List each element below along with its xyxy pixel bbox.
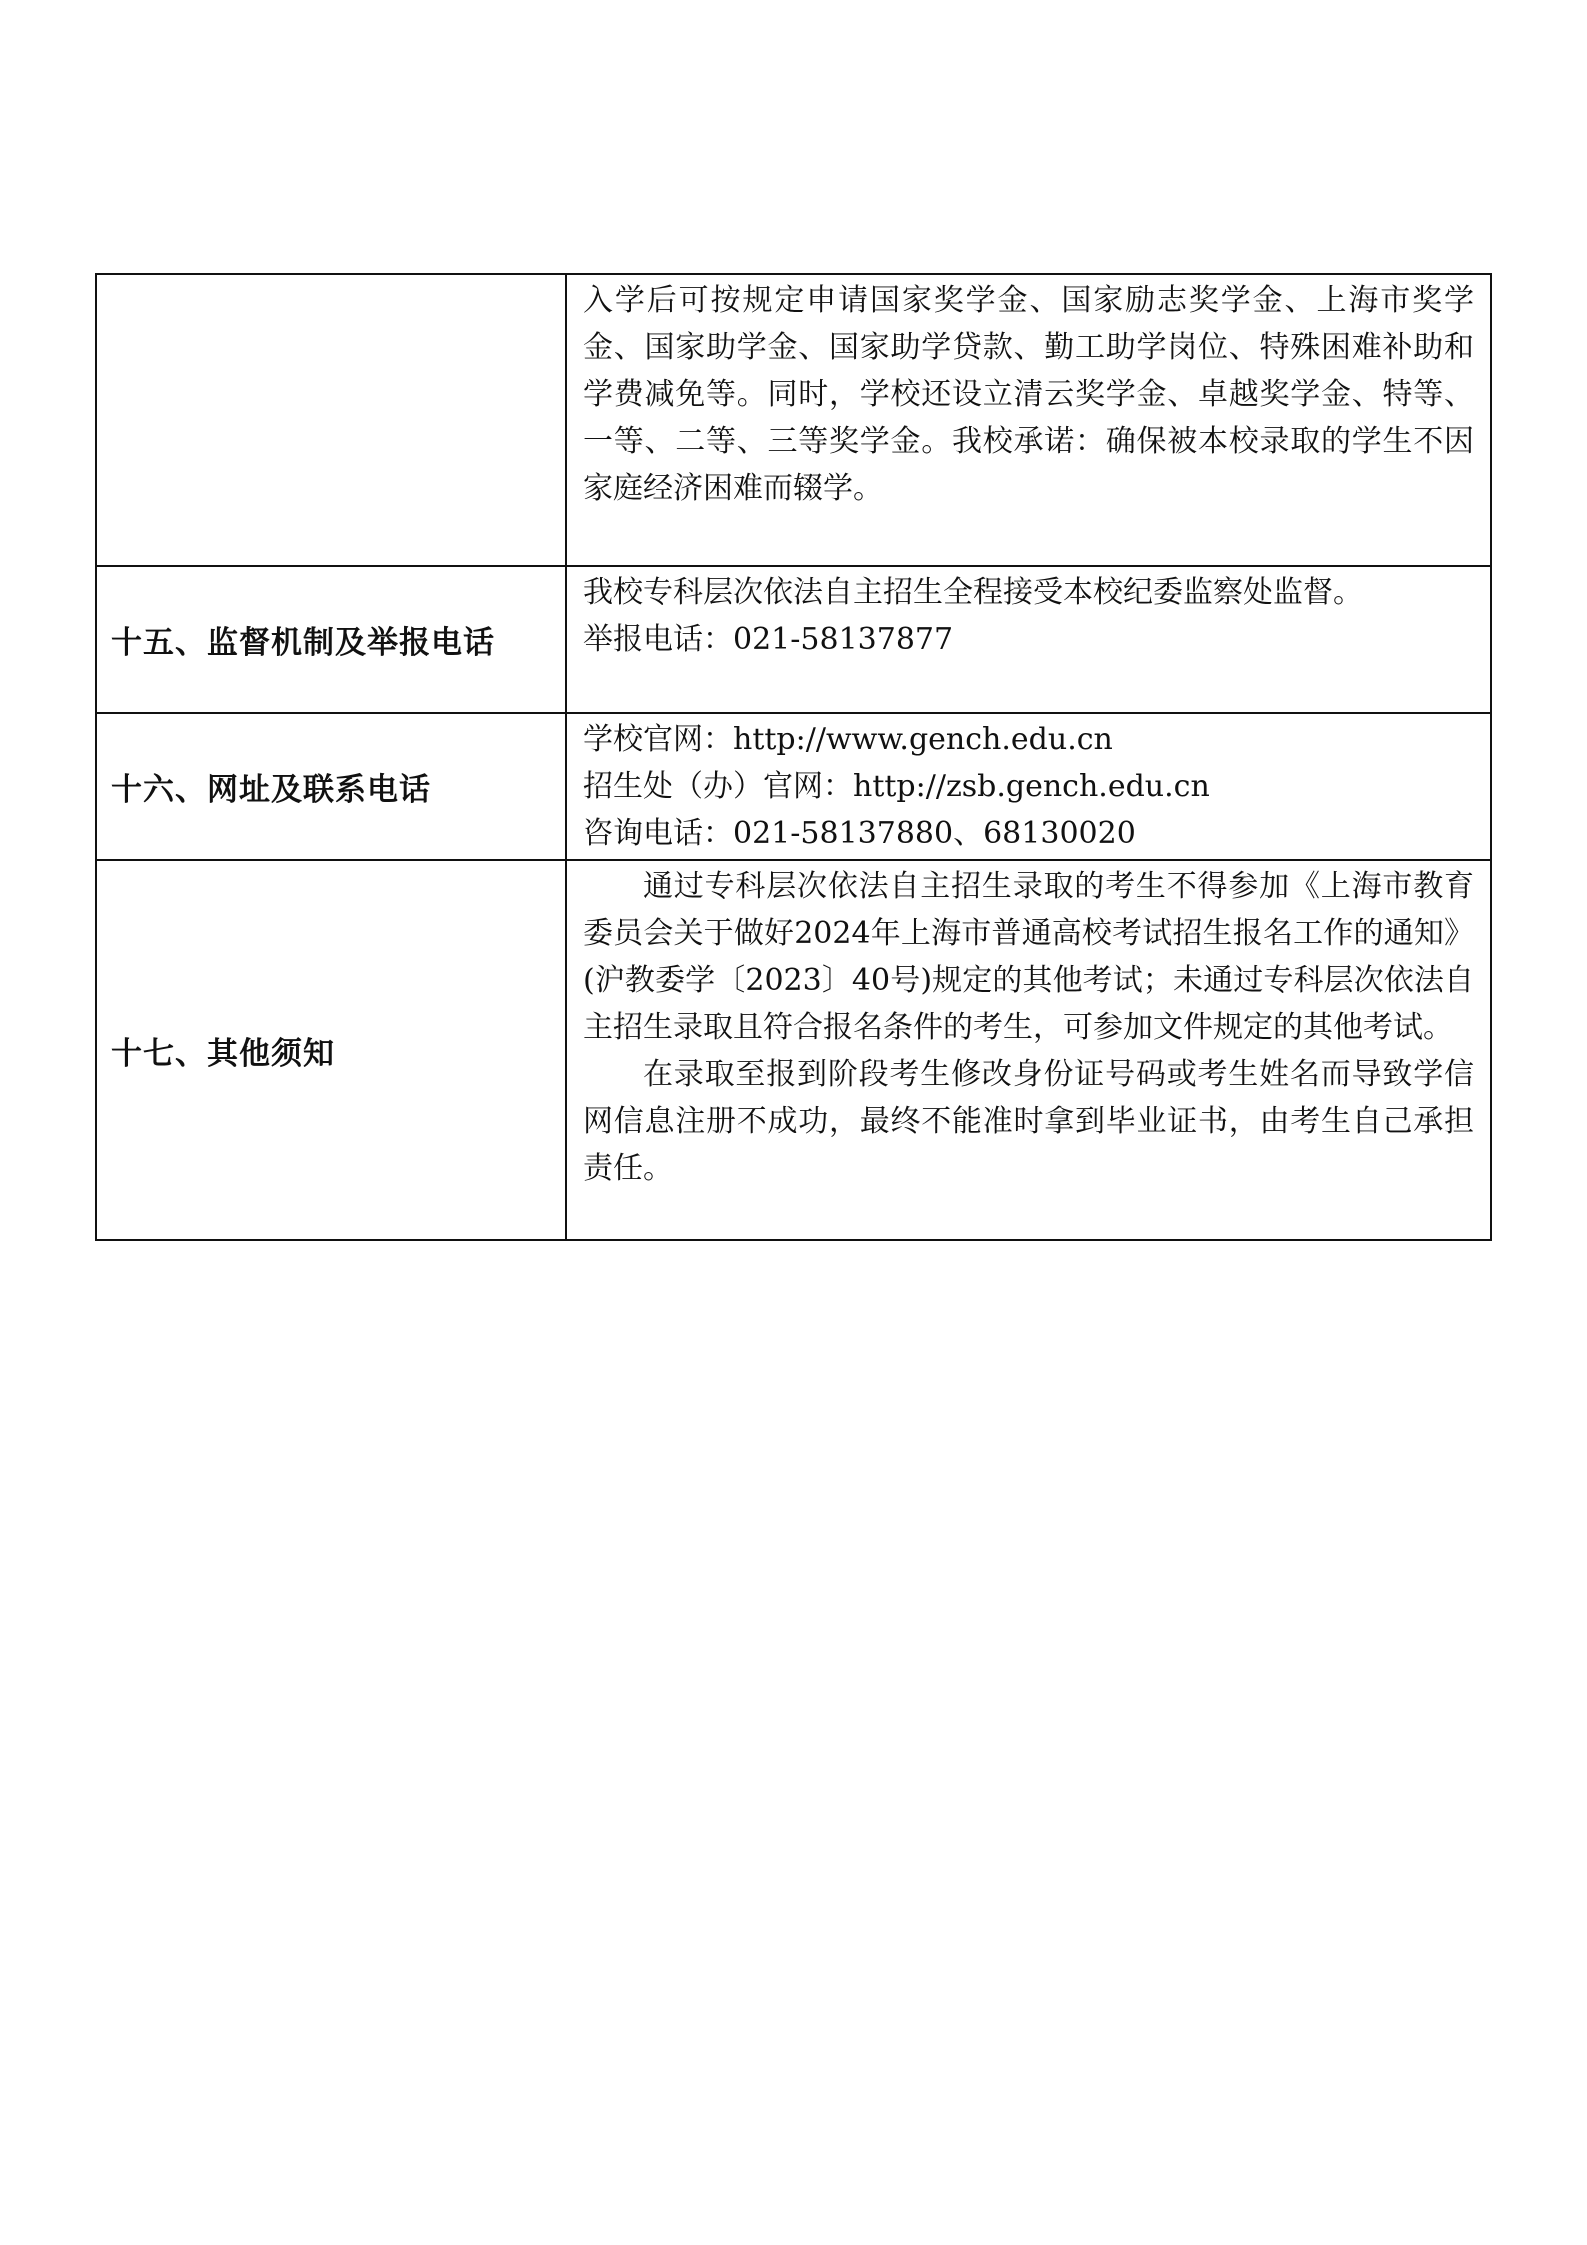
- row-content: [566, 566, 1491, 713]
- content-paragraph: 在录取至报到阶段考生修改身份证号码或考生姓名而导致学信网信息注册不成功，最终不能准时拿到毕业证书，由考生自己承担责任。: [583, 1057, 1474, 1186]
- row-label: 十七、其他须知: [96, 860, 566, 1240]
- table-row-contact: [96, 713, 1491, 860]
- content-paragraph: 我校专科层次依法自主招生全程接受本校纪委监察处监督。: [583, 575, 1363, 610]
- consult-phone: 咨询电话：021-58137880、68130020: [583, 816, 1136, 851]
- row-content: [566, 274, 1491, 566]
- row-content: [566, 713, 1491, 860]
- school-website: 学校官网：http://www.gench.edu.cn: [583, 722, 1113, 757]
- row-label: [96, 274, 566, 566]
- row-content: [566, 860, 1491, 1240]
- content-paragraph: 通过专科层次依法自主招生录取的考生不得参加《上海市教育委员会关于做好2024年上海市普通高校考试招生报名工作的通知》(沪教委学〔2023〕40号)规定的其他考试；未通过专科层次依法自主招生录取且符合报名条件的考生，可参加文件规定的其他考试。: [583, 869, 1474, 1045]
- row-label: 十五、监督机制及举报电话: [96, 566, 566, 713]
- table-row-supervision: [96, 566, 1491, 713]
- admissions-website: 招生处（办）官网：http://zsb.gench.edu.cn: [583, 769, 1210, 804]
- content-paragraph: 入学后可按规定申请国家奖学金、国家励志奖学金、上海市奖学金、国家助学金、国家助学贷款、勤工助学岗位、特殊困难补助和学费减免等。同时，学校还设立清云奖学金、卓越奖学金、特等、一等、二等、三等奖学金。我校承诺：确保被本校录取的学生不因家庭经济困难而辍学。: [583, 283, 1474, 506]
- row-label: 十六、网址及联系电话: [96, 713, 566, 860]
- table-row-financial-aid: [96, 274, 1491, 566]
- report-phone: 举报电话：021-58137877: [583, 622, 954, 657]
- table-row-other-notes: [96, 860, 1491, 1240]
- info-table: [95, 273, 1492, 1241]
